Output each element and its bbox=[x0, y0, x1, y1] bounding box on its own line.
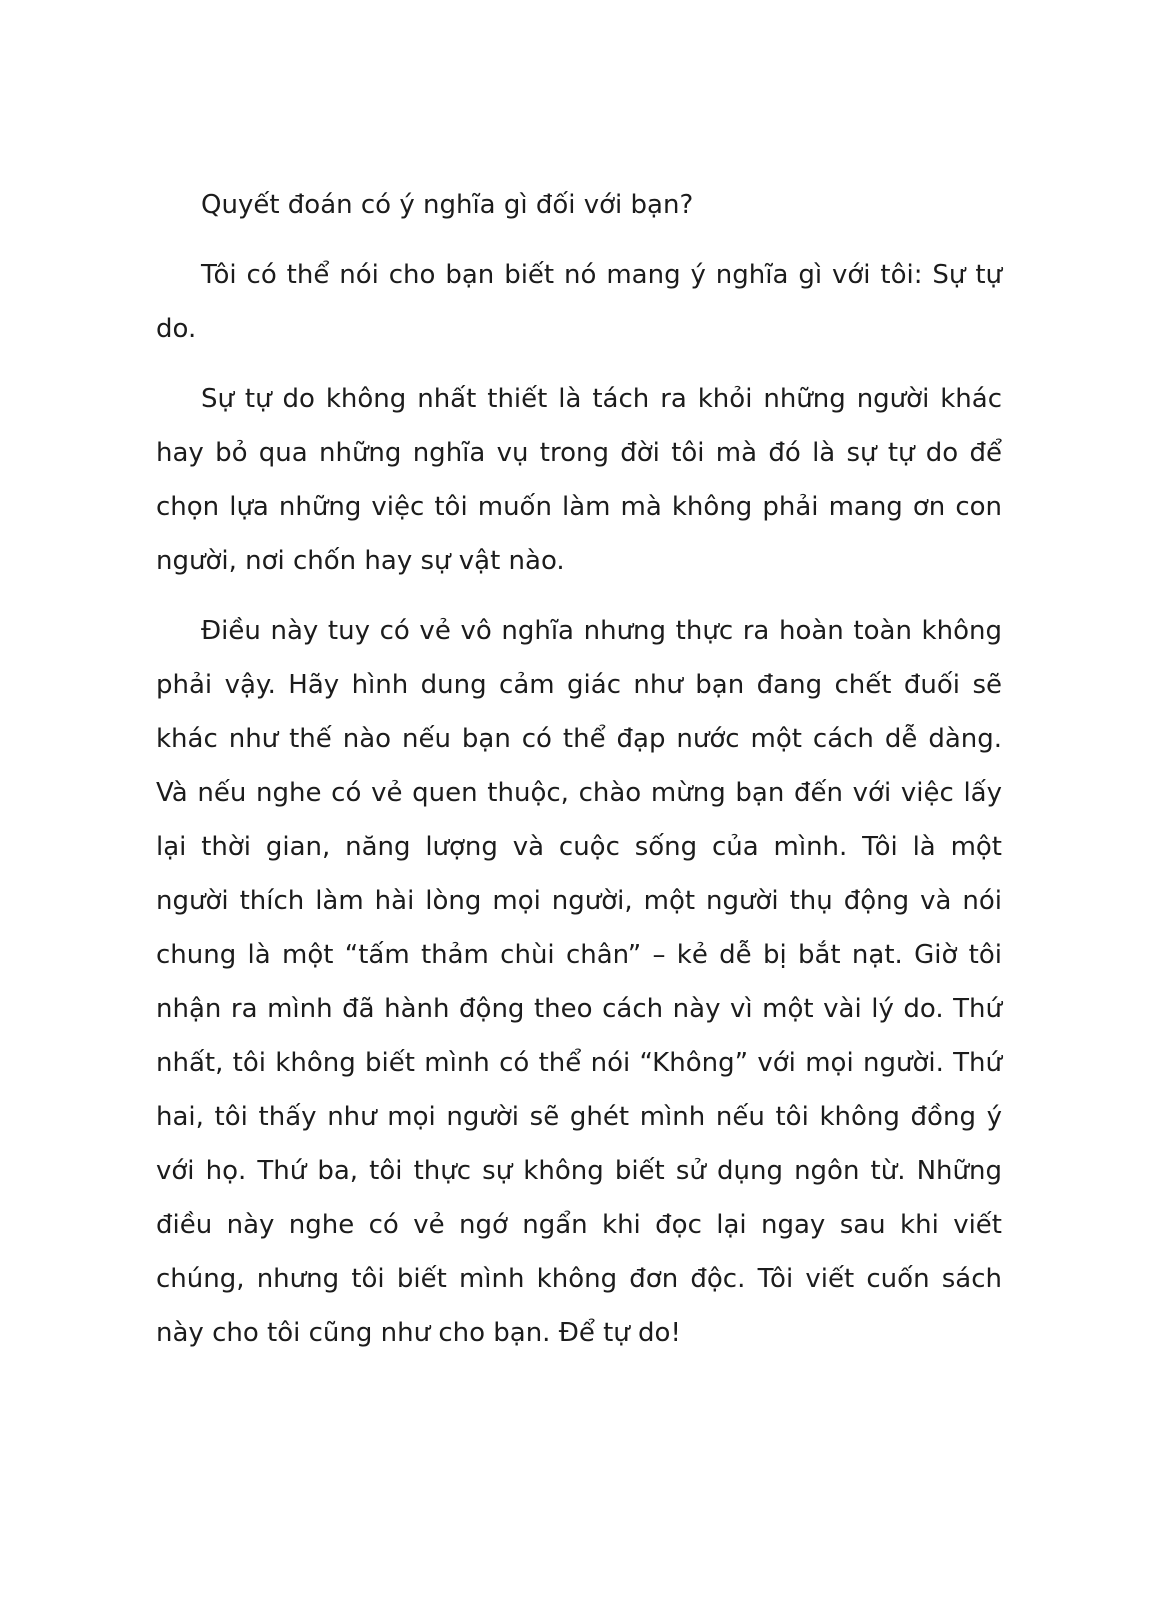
paragraph-freedom-answer: Tôi có thể nói cho bạn biết nó mang ý nghĩa gì với tôi: Sự tự do. bbox=[156, 260, 1002, 344]
paragraph-personal-story: Điều này tuy có vẻ vô nghĩa nhưng thực ra hoàn toàn không phải vậy. Hãy hình dung cảm giác như bạn đang chết đuối sẽ khác như thế nào nếu bạn có thể đạp nước một cách dễ dàng. Và nếu nghe có vẻ quen thuộc, chào mừng bạn đến với việc lấy lại thời gian, năng lượng và cuộc sống của mình. Tôi là một người thích làm hài lòng mọi người, một người thụ động và nói chung là một “tấm thảm chùi chân” – kẻ dễ bị bắt nạt. Giờ tôi nhận ra mình đã hành động theo cách này vì một vài lý do. Thứ nhất, tôi không biết mình có thể nói “Không” với mọi người. Thứ hai, tôi thấy như mọi người sẽ ghét mình nếu tôi không đồng ý với họ. Thứ ba, tôi thực sự không biết sử dụng ngôn từ. Những điều này nghe có vẻ ngớ ngẩn khi đọc lại ngay sau khi viết chúng, nhưng tôi biết mình không đơn độc. Tôi viết cuốn sách này cho tôi cũng như cho bạn. Để tự do! bbox=[156, 616, 1002, 1348]
paragraph-freedom-definition: Sự tự do không nhất thiết là tách ra khỏi những người khác hay bỏ qua những nghĩa vụ trong đời tôi mà đó là sự tự do để chọn lựa những việc tôi muốn làm mà không phải mang ơn con người, nơi chốn hay sự vật nào. bbox=[156, 384, 1002, 576]
page-body bbox=[156, 178, 1002, 1360]
paragraph-question: Quyết đoán có ý nghĩa gì đối với bạn? bbox=[201, 190, 694, 220]
